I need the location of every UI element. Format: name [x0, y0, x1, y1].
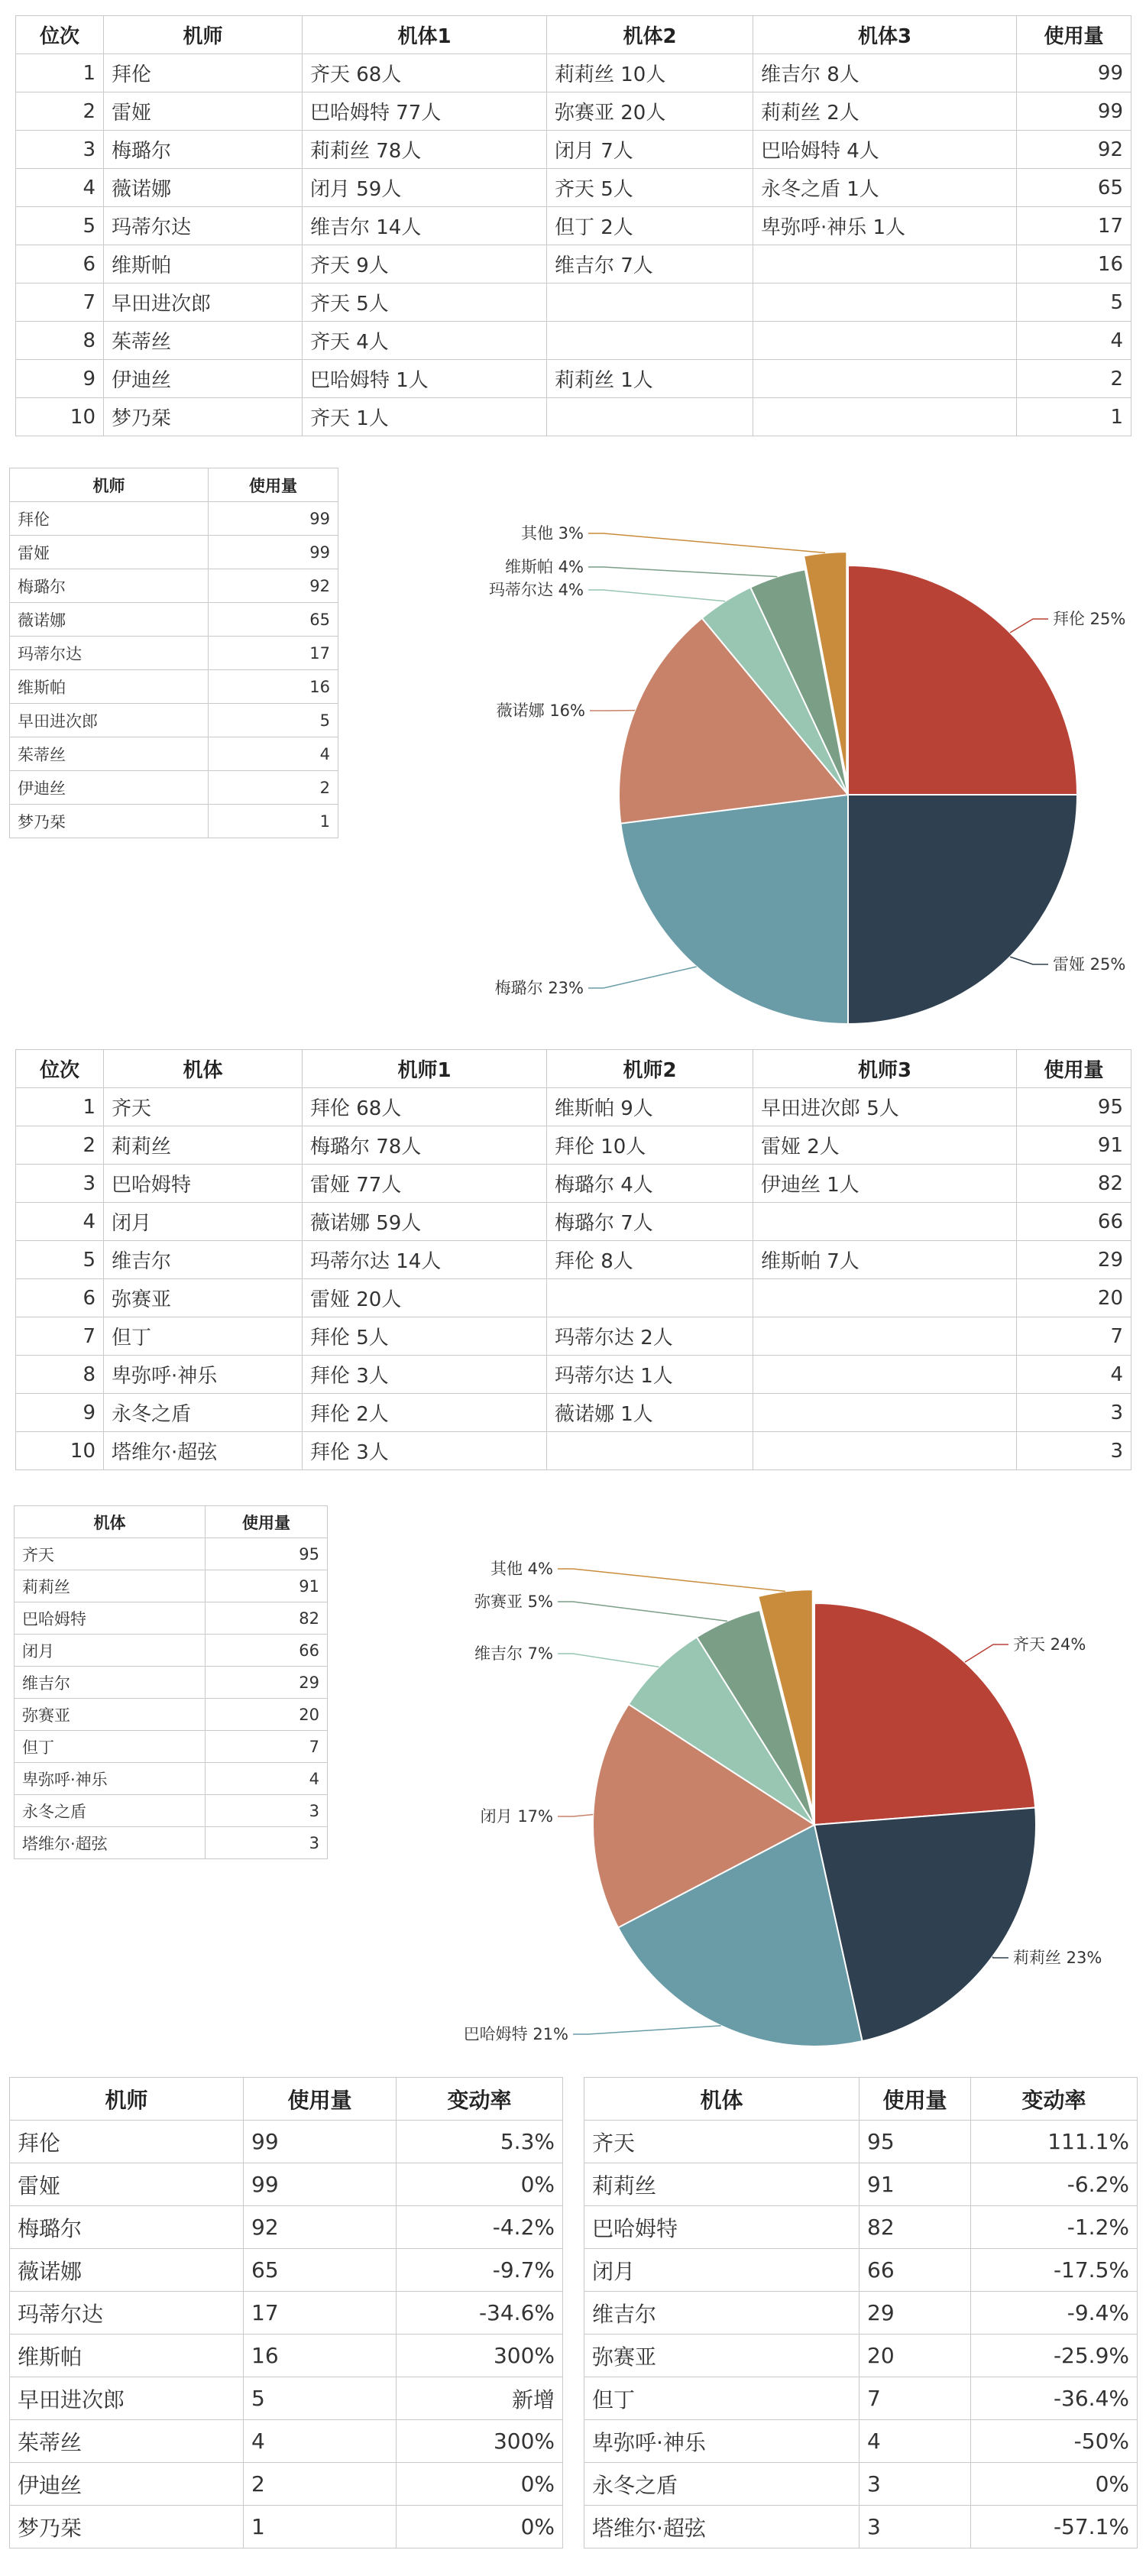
table-cell: 99 — [1017, 54, 1131, 92]
table-cell: 拜伦 10人 — [547, 1126, 753, 1165]
table-cell: 66 — [860, 2249, 971, 2292]
table-cell: 8 — [16, 322, 104, 360]
table-cell: 维斯帕 7人 — [753, 1241, 1017, 1279]
pie-label: 其他 3% — [521, 524, 584, 543]
table-cell: 闭月 — [104, 1203, 303, 1241]
table-cell: 玛蒂尔达 14人 — [303, 1241, 547, 1279]
table-cell: 拜伦 3人 — [303, 1356, 547, 1394]
table-cell: 齐天 1人 — [303, 398, 547, 436]
table-cell: 弥赛亚 20人 — [547, 92, 753, 131]
table-cell: 伊迪丝 1人 — [753, 1165, 1017, 1203]
table-cell: 5 — [209, 704, 338, 737]
table-cell: 1 — [244, 2506, 397, 2548]
table-cell: 拜伦 — [10, 502, 209, 536]
table-cell: 1 — [1017, 398, 1131, 436]
table-cell: 5 — [16, 1241, 104, 1279]
table-cell: -1.2% — [971, 2206, 1138, 2249]
table-row — [10, 2163, 563, 2206]
table-cell: 0% — [397, 2506, 563, 2548]
table-row — [10, 2377, 563, 2420]
table-cell: 永冬之盾 — [584, 2463, 860, 2506]
table-cell: -9.7% — [397, 2249, 563, 2292]
table-cell: 4 — [1017, 322, 1131, 360]
table-cell: 茱蒂丝 — [104, 322, 303, 360]
table-cell: 2 — [1017, 360, 1131, 398]
table-cell: 111.1% — [971, 2121, 1138, 2163]
table-cell: 4 — [16, 169, 104, 207]
pie-label: 维吉尔 7% — [474, 1644, 553, 1663]
table-cell: 维斯帕 — [10, 2335, 244, 2377]
table-header-row — [584, 2078, 1138, 2121]
table-cell: 3 — [1017, 1432, 1131, 1470]
table-cell: 4 — [206, 1763, 328, 1795]
table-cell: 7 — [860, 2377, 971, 2420]
table-cell: 薇诺娜 — [104, 169, 303, 207]
table-cell: 92 — [1017, 131, 1131, 169]
table-cell: 梦乃栞 — [104, 398, 303, 436]
column-header: 机师 — [10, 468, 209, 502]
table-cell: 早田进次郎 5人 — [753, 1088, 1017, 1126]
table-cell: 闭月 — [15, 1635, 206, 1667]
table-cell: 7 — [16, 1317, 104, 1356]
table-cell: 4 — [860, 2420, 971, 2463]
table-cell: -6.2% — [971, 2163, 1138, 2206]
table-cell: 维吉尔 — [104, 1241, 303, 1279]
table-row — [10, 2292, 563, 2335]
table-cell: 卑弥呼·神乐 — [104, 1356, 303, 1394]
pie-label: 拜伦 25% — [1053, 610, 1126, 628]
table-cell: 0% — [971, 2463, 1138, 2506]
table-cell: 莉莉丝 78人 — [303, 131, 547, 169]
table-cell: -17.5% — [971, 2249, 1138, 2292]
table-cell: 65 — [209, 603, 338, 637]
table-cell: 玛蒂尔达 — [104, 207, 303, 245]
table-row — [584, 2463, 1138, 2506]
table-cell: 莉莉丝 — [104, 1126, 303, 1165]
table-cell: 92 — [209, 569, 338, 603]
table-cell: 维斯帕 — [104, 245, 303, 284]
table-cell: 2 — [16, 92, 104, 131]
table-cell: 3 — [1017, 1394, 1131, 1432]
table-cell: 卑弥呼·神乐 1人 — [753, 207, 1017, 245]
table-cell: 弥赛亚 — [104, 1279, 303, 1317]
table-cell: 闭月 7人 — [547, 131, 753, 169]
table-cell: 但丁 — [584, 2377, 860, 2420]
table-cell: 巴哈姆特 4人 — [753, 131, 1017, 169]
table-cell: 拜伦 8人 — [547, 1241, 753, 1279]
table-cell: 塔维尔·超弦 — [15, 1827, 206, 1859]
table-cell: 伊迪丝 — [10, 2463, 244, 2506]
table-cell: 莉莉丝 — [15, 1570, 206, 1602]
table-cell: 莉莉丝 2人 — [753, 92, 1017, 131]
table-cell: 巴哈姆特 — [584, 2206, 860, 2249]
pie-label: 弥赛亚 5% — [474, 1593, 553, 1611]
table-cell: 弥赛亚 — [584, 2335, 860, 2377]
table-cell: 29 — [206, 1667, 328, 1699]
table-row — [10, 2463, 563, 2506]
table-cell: 但丁 — [104, 1317, 303, 1356]
pie-label: 维斯帕 4% — [505, 558, 584, 576]
table-cell: 16 — [244, 2335, 397, 2377]
mech-change-table — [584, 2077, 1138, 2548]
table-cell: 卑弥呼·神乐 — [584, 2420, 860, 2463]
table-cell: 29 — [1017, 1241, 1131, 1279]
table-cell: 永冬之盾 1人 — [753, 169, 1017, 207]
table-cell: 300% — [397, 2420, 563, 2463]
table-cell: 永冬之盾 — [104, 1394, 303, 1432]
table-cell: 齐天 5人 — [547, 169, 753, 207]
column-header: 机体2 — [547, 16, 753, 54]
table-cell: 拜伦 3人 — [303, 1432, 547, 1470]
table-cell: 6 — [16, 1279, 104, 1317]
table-row — [10, 2206, 563, 2249]
pie-leader-line — [558, 1654, 659, 1667]
table-cell: 早田进次郎 — [104, 284, 303, 322]
table-cell: 82 — [860, 2206, 971, 2249]
column-header: 位次 — [16, 16, 104, 54]
pie-leader-line — [558, 1602, 727, 1621]
table-cell: 99 — [244, 2163, 397, 2206]
table-cell: 1 — [16, 54, 104, 92]
column-header: 机体 — [104, 1050, 303, 1088]
pie-leader-line — [965, 1644, 1008, 1662]
table-cell: 卑弥呼·神乐 — [15, 1763, 206, 1795]
table-cell: 弥赛亚 — [15, 1699, 206, 1731]
column-header: 机师1 — [303, 1050, 547, 1088]
table-cell: 维斯帕 — [10, 670, 209, 704]
table-cell: -57.1% — [971, 2506, 1138, 2548]
table-cell: 20 — [1017, 1279, 1131, 1317]
column-header: 机体 — [584, 2078, 860, 2121]
table-row — [10, 2420, 563, 2463]
table-cell: 梦乃栞 — [10, 2506, 244, 2548]
table-cell: 10 — [16, 398, 104, 436]
table-cell: 巴哈姆特 1人 — [303, 360, 547, 398]
table-cell: 玛蒂尔达 — [10, 2292, 244, 2335]
table-cell: 65 — [244, 2249, 397, 2292]
table-cell: 99 — [1017, 92, 1131, 131]
table-cell: 梅璐尔 7人 — [547, 1203, 753, 1241]
table-cell: 4 — [209, 737, 338, 771]
table-row — [584, 2249, 1138, 2292]
table-cell: 早田进次郎 — [10, 704, 209, 737]
table-cell: 1 — [209, 805, 338, 838]
pie-leader-line — [558, 1569, 785, 1591]
table-cell: 3 — [16, 1165, 104, 1203]
table-cell: 薇诺娜 — [10, 2249, 244, 2292]
table-cell: 0% — [397, 2163, 563, 2206]
table-cell: 梅璐尔 — [10, 569, 209, 603]
table-cell: 齐天 9人 — [303, 245, 547, 284]
table-cell: 20 — [860, 2335, 971, 2377]
pie-leader-line — [558, 1814, 593, 1816]
table-cell: 拜伦 — [104, 54, 303, 92]
table-cell: 维吉尔 8人 — [753, 54, 1017, 92]
table-cell: 17 — [1017, 207, 1131, 245]
pie-slice — [814, 1603, 1035, 1825]
table-cell: 4 — [244, 2420, 397, 2463]
table-cell: 3 — [206, 1827, 328, 1859]
table-cell: 95 — [860, 2121, 971, 2163]
table-row — [584, 2292, 1138, 2335]
table-cell: 新增 — [397, 2377, 563, 2420]
table-cell: 闭月 — [584, 2249, 860, 2292]
table-cell: 95 — [1017, 1088, 1131, 1126]
table-cell: 拜伦 5人 — [303, 1317, 547, 1356]
table-cell: 5.3% — [397, 2121, 563, 2163]
table-cell: 5 — [16, 207, 104, 245]
table-cell: 巴哈姆特 — [15, 1602, 206, 1635]
pie-label: 玛蒂尔达 4% — [489, 581, 584, 599]
table-cell: 92 — [244, 2206, 397, 2249]
table-cell: 但丁 — [15, 1731, 206, 1763]
table-cell: 玛蒂尔达 1人 — [547, 1356, 753, 1394]
column-header: 机体 — [15, 1506, 206, 1538]
table-cell: 巴哈姆特 77人 — [303, 92, 547, 131]
table-cell: 雷娅 2人 — [753, 1126, 1017, 1165]
table-cell: 5 — [1017, 284, 1131, 322]
table-cell: -9.4% — [971, 2292, 1138, 2335]
column-header: 使用量 — [209, 468, 338, 502]
table-cell: 雷娅 — [10, 536, 209, 569]
column-header: 使用量 — [244, 2078, 397, 2121]
table-cell: 雷娅 77人 — [303, 1165, 547, 1203]
table-cell: 4 — [1017, 1356, 1131, 1394]
table-cell: 91 — [1017, 1126, 1131, 1165]
table-cell: 65 — [1017, 169, 1131, 207]
table-cell: 17 — [209, 637, 338, 670]
pie-label: 其他 4% — [490, 1560, 553, 1578]
column-header: 机师 — [104, 16, 303, 54]
table-cell: 巴哈姆特 — [104, 1165, 303, 1203]
column-header: 使用量 — [1017, 1050, 1131, 1088]
table-row — [584, 2163, 1138, 2206]
table-cell: 雷娅 20人 — [303, 1279, 547, 1317]
table-cell: 齐天 4人 — [303, 322, 547, 360]
pilot-change-table — [9, 2077, 563, 2548]
column-header: 机师3 — [753, 1050, 1017, 1088]
table-cell: 7 — [16, 284, 104, 322]
table-cell: 66 — [206, 1635, 328, 1667]
table-cell: 永冬之盾 — [15, 1795, 206, 1827]
table-cell: 3 — [206, 1795, 328, 1827]
table-cell: 伊迪丝 — [10, 771, 209, 805]
table-cell: 莉莉丝 — [584, 2163, 860, 2206]
table-cell: 齐天 — [104, 1088, 303, 1126]
column-header: 使用量 — [206, 1506, 328, 1538]
table-cell: 5 — [244, 2377, 397, 2420]
table-cell: 3 — [16, 131, 104, 169]
table-cell: 3 — [860, 2506, 971, 2548]
table-row — [10, 2506, 563, 2548]
table-cell: 82 — [1017, 1165, 1131, 1203]
pie-label: 闭月 17% — [480, 1807, 553, 1826]
table-cell: 塔维尔·超弦 — [584, 2506, 860, 2548]
table-cell: 薇诺娜 59人 — [303, 1203, 547, 1241]
table-row — [584, 2420, 1138, 2463]
table-cell: 1 — [16, 1088, 104, 1126]
table-cell: -25.9% — [971, 2335, 1138, 2377]
column-header: 使用量 — [860, 2078, 971, 2121]
table-cell: 10 — [16, 1432, 104, 1470]
table-cell: 薇诺娜 1人 — [547, 1394, 753, 1432]
pie-leader-line — [992, 1957, 1008, 1958]
pie-label: 梅璐尔 23% — [494, 979, 584, 997]
table-cell: 2 — [244, 2463, 397, 2506]
table-cell: 维吉尔 — [584, 2292, 860, 2335]
table-cell: -36.4% — [971, 2377, 1138, 2420]
table-cell: 梅璐尔 78人 — [303, 1126, 547, 1165]
column-header: 变动率 — [971, 2078, 1138, 2121]
table-cell: 拜伦 2人 — [303, 1394, 547, 1432]
table-cell: 雷娅 — [104, 92, 303, 131]
table-cell: 早田进次郎 — [10, 2377, 244, 2420]
table-cell: 维斯帕 9人 — [547, 1088, 753, 1126]
table-cell: 9 — [16, 1394, 104, 1432]
table-cell: 玛蒂尔达 2人 — [547, 1317, 753, 1356]
table-cell: 伊迪丝 — [104, 360, 303, 398]
column-header: 机师2 — [547, 1050, 753, 1088]
table-cell: 齐天 68人 — [303, 54, 547, 92]
table-cell: 99 — [209, 502, 338, 536]
table-cell: 95 — [206, 1538, 328, 1570]
table-row — [10, 2121, 563, 2163]
table-cell: 茱蒂丝 — [10, 737, 209, 771]
table-row — [584, 2506, 1138, 2548]
table-cell: 9 — [16, 360, 104, 398]
table-cell: 梅璐尔 4人 — [547, 1165, 753, 1203]
pie-label: 莉莉丝 23% — [1013, 1949, 1102, 1967]
column-header: 机体3 — [753, 16, 1017, 54]
table-cell: 2 — [209, 771, 338, 805]
table-cell: 91 — [860, 2163, 971, 2206]
table-row — [10, 2335, 563, 2377]
table-cell: 齐天 — [15, 1538, 206, 1570]
table-cell: 齐天 5人 — [303, 284, 547, 322]
table-row — [10, 2249, 563, 2292]
table-cell: 维吉尔 14人 — [303, 207, 547, 245]
table-cell: 16 — [209, 670, 338, 704]
table-cell: 薇诺娜 — [10, 603, 209, 637]
table-cell: 齐天 — [584, 2121, 860, 2163]
table-row — [584, 2377, 1138, 2420]
table-row — [584, 2206, 1138, 2249]
table-cell: 8 — [16, 1356, 104, 1394]
table-row — [584, 2335, 1138, 2377]
table-cell: 82 — [206, 1602, 328, 1635]
table-row — [584, 2121, 1138, 2163]
table-cell: -50% — [971, 2420, 1138, 2463]
column-header: 机师 — [10, 2078, 244, 2121]
table-cell: 拜伦 — [10, 2121, 244, 2163]
table-cell: 梦乃栞 — [10, 805, 209, 838]
column-header: 使用量 — [1017, 16, 1131, 54]
table-cell: 4 — [16, 1203, 104, 1241]
pie-label: 齐天 24% — [1013, 1635, 1086, 1654]
pie-leader-line — [573, 2026, 721, 2034]
pie-label: 雷娅 25% — [1053, 955, 1126, 974]
table-cell: 300% — [397, 2335, 563, 2377]
table-cell: 2 — [16, 1126, 104, 1165]
table-cell: 茱蒂丝 — [10, 2420, 244, 2463]
table-cell: 梅璐尔 — [104, 131, 303, 169]
table-cell: 16 — [1017, 245, 1131, 284]
column-header: 变动率 — [397, 2078, 563, 2121]
table-cell: 91 — [206, 1570, 328, 1602]
table-cell: 雷娅 — [10, 2163, 244, 2206]
table-cell: 17 — [244, 2292, 397, 2335]
table-cell: 3 — [860, 2463, 971, 2506]
table-cell: 塔维尔·超弦 — [104, 1432, 303, 1470]
table-cell: -4.2% — [397, 2206, 563, 2249]
table-cell: -34.6% — [397, 2292, 563, 2335]
table-cell: 拜伦 68人 — [303, 1088, 547, 1126]
table-cell: 莉莉丝 10人 — [547, 54, 753, 92]
table-cell: 99 — [209, 536, 338, 569]
table-cell: 莉莉丝 1人 — [547, 360, 753, 398]
table-cell: 0% — [397, 2463, 563, 2506]
table-cell: 但丁 2人 — [547, 207, 753, 245]
table-cell: 7 — [1017, 1317, 1131, 1356]
table-cell: 20 — [206, 1699, 328, 1731]
table-cell: 99 — [244, 2121, 397, 2163]
column-header: 位次 — [16, 1050, 104, 1088]
table-cell: 6 — [16, 245, 104, 284]
table-cell: 梅璐尔 — [10, 2206, 244, 2249]
table-cell: 维吉尔 — [15, 1667, 206, 1699]
pie-label: 薇诺娜 16% — [496, 702, 585, 720]
table-cell: 66 — [1017, 1203, 1131, 1241]
table-cell: 闭月 59人 — [303, 169, 547, 207]
column-header: 机体1 — [303, 16, 547, 54]
table-cell: 7 — [206, 1731, 328, 1763]
table-header-row — [10, 2078, 563, 2121]
table-cell: 29 — [860, 2292, 971, 2335]
table-cell: 维吉尔 7人 — [547, 245, 753, 284]
table-cell: 玛蒂尔达 — [10, 637, 209, 670]
pie-label: 巴哈姆特 21% — [463, 2025, 568, 2043]
